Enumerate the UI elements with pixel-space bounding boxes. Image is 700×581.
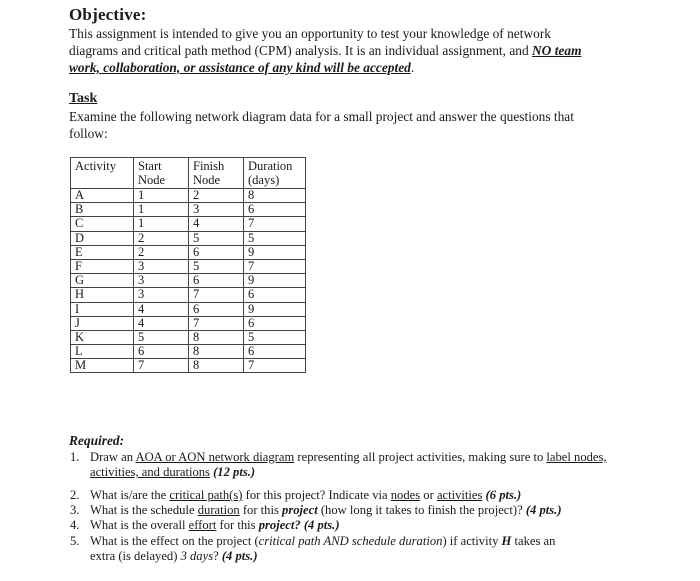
table-row [71, 302, 306, 316]
q1-diagram-link: AOA or AON network diagram [135, 450, 295, 464]
q5-critical-path: critical path AND schedule duration [258, 534, 443, 548]
table-row [71, 274, 306, 288]
table-row [71, 231, 306, 245]
q3-project: project [282, 503, 318, 517]
cell-duration: 5 [244, 231, 306, 245]
cell-activity: G [71, 274, 134, 288]
cell-duration: 7 [244, 217, 306, 231]
table-row [71, 359, 306, 373]
q5-text-2: ) if activity [442, 534, 502, 548]
cell-activity: C [71, 217, 134, 231]
header-start-node: Start Node [134, 158, 189, 189]
cell-duration: 6 [244, 203, 306, 217]
q5-text-4: extra (is delayed) [90, 549, 181, 563]
question-2-number: 2. [70, 488, 80, 502]
q2-text: What is/are the [90, 488, 170, 502]
table-row [71, 245, 306, 259]
cell-finish: 6 [189, 274, 244, 288]
question-5-line-1 [90, 534, 555, 549]
cell-start: 3 [134, 288, 189, 302]
table-row [71, 316, 306, 330]
period: . [410, 60, 415, 75]
q2-points: (6 pts.) [482, 488, 522, 502]
cell-start: 3 [134, 274, 189, 288]
cell-duration: 6 [244, 345, 306, 359]
cell-finish: 8 [189, 345, 244, 359]
q5-question-mark: ? [213, 549, 222, 563]
cell-activity: H [71, 288, 134, 302]
cell-finish: 2 [189, 189, 244, 203]
q1-text-2: representing all project activities, making sure to [294, 450, 547, 464]
q5-days: 3 days [180, 549, 214, 563]
q2-critical-paths: critical path(s) [169, 488, 243, 502]
cell-duration: 6 [244, 316, 306, 330]
q3-text-3: (how long it takes to finish the project)? [317, 503, 526, 517]
cell-duration: 9 [244, 302, 306, 316]
cell-finish: 8 [189, 359, 244, 373]
cell-start: 6 [134, 345, 189, 359]
question-4-number: 4. [70, 518, 80, 532]
header-activity: Activity [71, 158, 134, 189]
cell-activity: J [71, 316, 134, 330]
cell-activity: K [71, 330, 134, 344]
question-4 [90, 518, 340, 533]
cell-activity: D [71, 231, 134, 245]
cell-activity: F [71, 259, 134, 273]
cell-duration: 6 [244, 288, 306, 302]
table-row [71, 203, 306, 217]
question-1-line-1 [90, 450, 607, 465]
q3-points: (4 pts.) [525, 503, 562, 517]
cell-start: 1 [134, 217, 189, 231]
cell-start: 2 [134, 245, 189, 259]
q5-activity-h: H [501, 534, 512, 548]
table-row [71, 259, 306, 273]
cell-start: 2 [134, 231, 189, 245]
cell-start: 4 [134, 302, 189, 316]
cell-finish: 4 [189, 217, 244, 231]
cell-finish: 5 [189, 231, 244, 245]
question-2 [90, 488, 521, 503]
cell-finish: 8 [189, 330, 244, 344]
header-duration: Duration (days) [244, 158, 306, 189]
table-row [71, 345, 306, 359]
q4-points: (4 pts.) [300, 518, 340, 532]
activity-table [70, 157, 306, 373]
q4-text: What is the overall [90, 518, 189, 532]
cell-start: 1 [134, 203, 189, 217]
cell-activity: M [71, 359, 134, 373]
cell-duration: 7 [244, 359, 306, 373]
q1-points: (12 pts.) [209, 465, 256, 479]
q2-nodes: nodes [390, 488, 421, 502]
task-heading: Task [69, 91, 98, 106]
question-1-line-2 [90, 465, 255, 480]
question-5-line-2 [90, 549, 258, 564]
objective-line-3 [69, 59, 414, 76]
cell-duration: 8 [244, 189, 306, 203]
objective-line-2-text: diagrams and critical path method (CPM) analysis. It is an individual assignment, and [69, 43, 533, 58]
q4-text-2: for this [216, 518, 259, 532]
cell-start: 1 [134, 189, 189, 203]
q2-activities: activities [436, 488, 483, 502]
objective-heading: Objective: [69, 5, 147, 24]
cell-activity: L [71, 345, 134, 359]
q3-duration: duration [197, 503, 240, 517]
cell-start: 3 [134, 259, 189, 273]
no-collaboration-emphasis: work, collaboration, or assistance of any kind will be accepted [69, 60, 411, 75]
question-3-number: 3. [70, 503, 80, 517]
objective-line-1: This assignment is intended to give you an opportunity to test your knowledge of network [69, 26, 551, 41]
cell-finish: 3 [189, 203, 244, 217]
cell-duration: 9 [244, 274, 306, 288]
task-line-1: Examine the following network diagram data for a small project and answer the questions that [69, 109, 574, 124]
objective-line-2 [69, 42, 581, 59]
cell-duration: 9 [244, 245, 306, 259]
header-finish-node: Finish Node [189, 158, 244, 189]
q5-text-3: takes an [511, 534, 556, 548]
q4-effort: effort [188, 518, 217, 532]
cell-activity: B [71, 203, 134, 217]
q3-text: What is the schedule [90, 503, 198, 517]
no-team-emphasis: NO team [532, 43, 582, 58]
q1-text: Draw an [90, 450, 136, 464]
q5-text: What is the effect on the project ( [90, 534, 259, 548]
table-row [71, 189, 306, 203]
cell-finish: 7 [189, 316, 244, 330]
q3-text-2: for this [239, 503, 283, 517]
q1-label-nodes: label nodes, [546, 450, 607, 464]
cell-start: 4 [134, 316, 189, 330]
cell-activity: A [71, 189, 134, 203]
table-row [71, 288, 306, 302]
q5-points: (4 pts.) [221, 549, 258, 563]
cell-duration: 7 [244, 259, 306, 273]
cell-activity: E [71, 245, 134, 259]
question-5-number: 5. [70, 534, 80, 548]
question-3 [90, 503, 562, 518]
cell-start: 5 [134, 330, 189, 344]
q2-text-2: for this project? Indicate via [242, 488, 391, 502]
table-header-row [71, 158, 306, 189]
table-row [71, 330, 306, 344]
cell-finish: 6 [189, 245, 244, 259]
cell-start: 7 [134, 359, 189, 373]
required-heading: Required: [69, 433, 125, 448]
q1-activities-durations: activities, and durations [90, 465, 210, 479]
cell-finish: 6 [189, 302, 244, 316]
question-1-number: 1. [70, 450, 80, 464]
cell-finish: 5 [189, 259, 244, 273]
q4-project: project? [258, 518, 301, 532]
cell-activity: I [71, 302, 134, 316]
q2-or: or [420, 488, 437, 502]
task-line-2: follow: [69, 126, 108, 141]
cell-duration: 5 [244, 330, 306, 344]
cell-finish: 7 [189, 288, 244, 302]
table-row [71, 217, 306, 231]
